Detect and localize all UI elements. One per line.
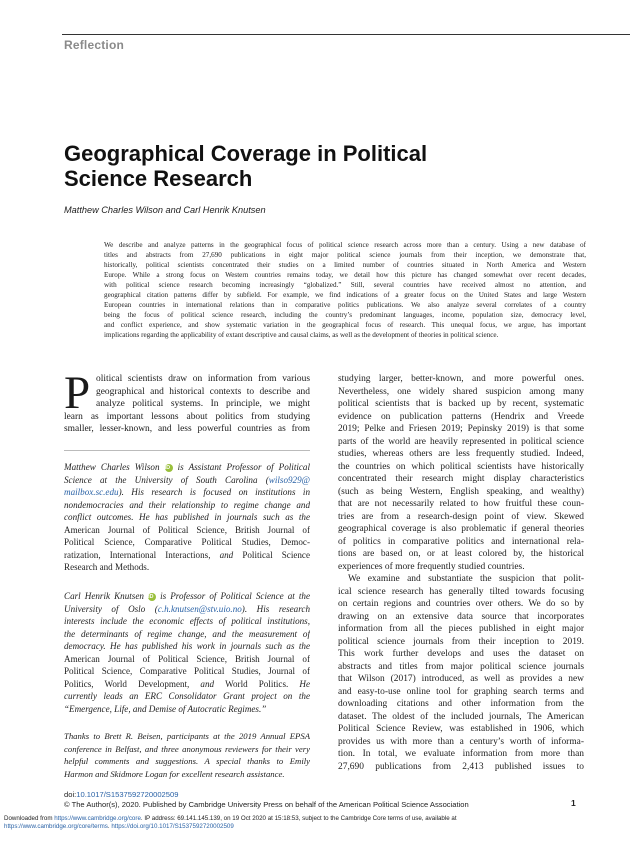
- abstract-line: implications regarding the applicability of extant descriptive and causal claims, as well as the development of theories in political science.: [104, 331, 499, 339]
- bio-text: Politics, World Development,: [64, 678, 190, 689]
- abstract-line: Europe. While a strong focus on Western countries remains today, we detail how this picture has changed somewhat over recent decades,: [104, 271, 586, 279]
- text-line: political scientists that is backed up by recent, systematic: [338, 399, 584, 409]
- text-line: studying larger, better-known, and more powerful ones.: [338, 374, 584, 384]
- text-line: geographical coverage is also problematic if general theories: [338, 524, 584, 534]
- text-line: tions are based on, or at least colored by, the historical: [338, 549, 584, 559]
- orcid-icon[interactable]: iD: [165, 464, 173, 472]
- download-notice: [4, 815, 634, 831]
- bio-text: is Assistant Professor of Political: [172, 462, 310, 472]
- bio-text: interests include the economic effects of political institutions,: [64, 616, 310, 626]
- text-line: Nevertheless, one widely shared suspicion among many: [338, 386, 584, 397]
- text-line: evidence on publication patterns (Hendrix and Vreede: [338, 411, 584, 422]
- text-line: Political Science Review, was established in 1906, which: [338, 724, 584, 734]
- abstract-line: European countries in international relations than in comparative politics publications. We also analyze several correlates of a country: [104, 301, 586, 309]
- text-line: that are not necessarily related to how fruitful these coun-: [338, 499, 584, 509]
- bio-text: Political Science, Comparative Political Studies, Democ-: [64, 537, 310, 547]
- article-title: [64, 141, 534, 191]
- bio-text: the determinants of regime change, and the measurement of: [64, 628, 310, 639]
- text-line: studies, whereas others are less frequently studied. Indeed,: [338, 449, 584, 459]
- text-line: tion. In total, we evaluate information from more than: [338, 749, 584, 759]
- text-line: on certain regions and countries over others. We do so by: [338, 599, 584, 609]
- email-link[interactable]: wilso929@: [268, 474, 310, 485]
- text-line: analyze political systems. In principle, we might: [96, 399, 310, 409]
- bio-text: American Journal of Political Science, British Journal of: [64, 653, 310, 664]
- bio-text: He: [288, 678, 310, 689]
- text-line: provides us with more than a century’s worth of informa-: [338, 736, 584, 747]
- header-rule: [62, 34, 630, 35]
- bio-text: ratization, International Interactions,: [64, 549, 211, 560]
- text-line: political science journals from their inception to 2019.: [338, 636, 584, 647]
- text-line: 2019; Pelke and Friesen 2019; Pepinsky 2019) is that some: [338, 424, 584, 434]
- bio-text: and: [210, 549, 243, 560]
- abstract-line: titles and abstracts from 27,690 publications in eight major political science journals from their inception, we demonstrate that,: [104, 251, 586, 259]
- bio-text: “Emergence, Life, and Demise of Autocratic Regimes.”: [64, 703, 267, 714]
- text-line: This work further develops and uses the dataset on: [338, 649, 584, 659]
- doi: [64, 790, 178, 799]
- notice-text: Downloaded from: [4, 815, 55, 822]
- bio-text: American Journal of Political Science, British Journal of: [64, 524, 310, 535]
- text-line: that Wilson (2017) introduced, as well as provides a new: [338, 674, 584, 684]
- bio-text: University of Oslo (: [64, 603, 158, 614]
- text-line: tries are from a research-design point of view. Skewed: [338, 511, 584, 522]
- bio-name: Carl Henrik Knutsen: [64, 591, 144, 601]
- abstract-line: with political science research becoming increasingly “globalized.” Still, several countries have received almost no attention, and: [104, 281, 586, 289]
- bio-text: World Politics.: [225, 678, 289, 689]
- intro-paragraph: [64, 373, 310, 436]
- notice-text: . IP address: 69.141.145.139, on 19 Oct 2020 at 15:18:53, subject to the Cambridge Core terms of use, available at: [140, 815, 457, 822]
- bio-text: is Professor of Political Science at the: [156, 591, 310, 601]
- body-right-column: [338, 373, 584, 773]
- notice-text: .: [107, 823, 112, 831]
- bio-text: nondemocracies and their relationship to regime change and: [64, 499, 310, 510]
- email-link[interactable]: mailbox.sc.edu: [64, 487, 119, 497]
- author-bio-knutsen: [64, 590, 310, 715]
- section-label: Reflection: [64, 38, 125, 52]
- orcid-icon[interactable]: iD: [148, 593, 156, 601]
- doi-label: doi:: [64, 790, 77, 799]
- text-line: of politics in comparative politics and international rela-: [338, 536, 584, 547]
- terms-link[interactable]: https://www.cambridge.org/core/terms: [4, 823, 108, 831]
- text-line: abstracts and titles from major political science journals: [338, 661, 584, 672]
- title-line: Science Research: [64, 166, 253, 191]
- text-line: downloading citations and other information from the: [338, 699, 584, 709]
- copyright: © The Author(s), 2020. Published by Cambridge University Press on behalf of the American Political Science Association: [64, 800, 469, 809]
- text-line: ical science research has generally tilted towards focusing: [338, 586, 584, 597]
- abstract-line: being the focus of political science research, including the country’s predominant languages, income, population size, democracy level,: [104, 311, 586, 319]
- text-line: learn as important lessons about politics from studying: [64, 411, 310, 422]
- bio-text: ). His research is focused on institutions in: [118, 487, 310, 497]
- text-line: 27,690 publications from 2,413 published issues to: [338, 761, 584, 772]
- doi-url-link[interactable]: https://doi.org/10.1017/S1537592720002509: [111, 823, 234, 831]
- bio-text: and: [189, 678, 226, 689]
- thanks-line: conference in Belfast, and three anonymous reviewers for their very: [64, 743, 310, 754]
- abstract: [104, 240, 586, 340]
- text-line: the countries on which political scientists have historically: [338, 461, 584, 472]
- bio-separator: [64, 450, 310, 451]
- bio-text: Research and Methods.: [64, 562, 150, 572]
- bio-text: ). His research: [241, 603, 310, 614]
- text-line: parts of the world are heavily represented in political science: [338, 436, 584, 447]
- text-line: dataset. The oldest of the included journals, The American: [338, 711, 584, 722]
- abstract-line: and conflict experience, and show systematic variation in the geographical focus of research. This unequal focus, we argue, has important: [104, 321, 586, 329]
- abstract-line: geographical citation patterns differ by subfield. For example, we find indications of a greater focus on the United States and large Western: [104, 291, 586, 299]
- drop-cap: P: [64, 367, 91, 419]
- bio-text: currently leads an ERC Consolidator Grant project on the: [64, 691, 310, 701]
- thanks-line: Harmon and Skidmore Logan for excellent research assistance.: [64, 768, 285, 779]
- page-number: 1: [571, 798, 576, 808]
- core-link[interactable]: https://www.cambridge.org/core: [54, 815, 141, 822]
- bio-text: Science at the University of South Carolina (: [64, 474, 269, 485]
- bio-text: conflict outcomes. He has published in journals such as the: [64, 512, 310, 522]
- text-line: We examine and substantiate the suspicion that polit-: [348, 574, 584, 584]
- text-line: and easy-to-use online tool for graphing search terms and: [338, 686, 584, 697]
- bio-text: democracy. He has published his work in journals such as the: [64, 641, 310, 651]
- text-line: concentrated their research might display characteristics: [338, 474, 584, 484]
- doi-link[interactable]: 10.1017/S1537592720002509: [76, 790, 179, 799]
- text-line: geographical and historical contexts to describe and: [96, 386, 310, 397]
- text-line: drawing on an extensive data source that incorporates: [338, 611, 584, 622]
- abstract-line: We describe and analyze patterns in the geographical focus of political science research across more than a century. Using a new database of: [104, 241, 586, 249]
- thanks-line: helpful comments and suggestions. A special thanks to Emily: [64, 756, 310, 766]
- bio-name: Matthew Charles Wilson: [64, 462, 160, 472]
- thanks-line: Thanks to Brett R. Beisen, participants at the 2019 Annual EPSA: [64, 731, 310, 741]
- bio-text: Political Science: [242, 549, 310, 560]
- abstract-line: historically, political scientists concentrated their studies on a limited number of countries situated in North America and Western: [104, 261, 586, 269]
- text-line: information from all the pieces published in eight major: [338, 624, 584, 634]
- title-line: Geographical Coverage in Political: [64, 141, 428, 166]
- email-link[interactable]: c.h.knutsen@stv.uio.no: [157, 603, 242, 614]
- text-line: (such as being Western, English speaking, and wealthy): [338, 486, 584, 497]
- text-line: olitical scientists draw on information from various: [96, 374, 310, 384]
- text-line: experiences of more frequently studied countries.: [338, 561, 525, 572]
- article-authors: Matthew Charles Wilson and Carl Henrik Knutsen: [64, 205, 266, 215]
- bio-text: Political Science, Comparative Political Studies, Journal of: [64, 666, 310, 676]
- author-bio-wilson: [64, 461, 310, 574]
- text-line: smaller, lesser-known, and less powerful countries as from: [64, 424, 310, 434]
- acknowledgements: [64, 731, 310, 781]
